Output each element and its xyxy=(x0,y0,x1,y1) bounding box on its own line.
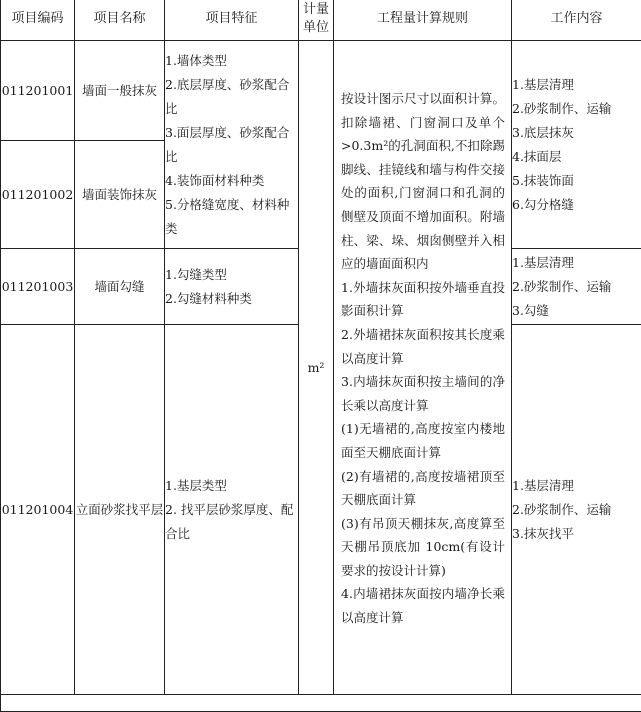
rule-paragraph: (2)有墙裙的,高度按墙裙顶至天棚底面计算 xyxy=(341,465,505,512)
feature-item: 1.墙体类型 xyxy=(165,49,298,73)
work-content xyxy=(512,249,641,325)
work-content xyxy=(512,325,641,695)
work-item: 2.砂浆制作、运输 xyxy=(512,275,641,299)
header-row xyxy=(1,0,641,41)
rule-paragraph: 1.外墙抹灰面积按外墙垂直投影面积计算 xyxy=(341,276,505,323)
feature-item: 5.分格缝宽度、材料种类 xyxy=(165,193,298,241)
header-name: 项目名称 xyxy=(75,0,165,41)
item-name: 墙面一般抹灰 xyxy=(75,41,165,141)
work-content-group xyxy=(512,41,641,249)
work-item: 1.基层清理 xyxy=(512,73,641,97)
work-item: 1.基层清理 xyxy=(512,474,641,498)
header-rule: 工程量计算规则 xyxy=(334,0,512,41)
feature-item: 2. 找平层砂浆厚度、配合比 xyxy=(165,498,298,546)
work-item: 3.勾缝 xyxy=(512,299,641,323)
item-code: 011201003 xyxy=(1,249,75,325)
calculation-rule xyxy=(334,41,512,695)
header-work: 工作内容 xyxy=(512,0,641,41)
item-name: 墙面装饰抹灰 xyxy=(75,141,165,249)
work-item: 2.砂浆制作、运输 xyxy=(512,498,641,522)
rule-paragraph: (3)有吊顶天棚抹灰,高度算至天棚吊顶底加 10cm(有设计要求的按设计计算) xyxy=(341,512,505,583)
rule-paragraph: 按设计图示尺寸以面积计算。扣除墙裙、门窗洞口及单个>0.3m²的孔洞面积,不扣除踢脚线、挂镜线和墙与构件交接处的面积,门窗洞口和孔洞的侧壁及顶面不增加面积。附墙柱、梁、垛、烟囱侧壁并入相应的墙面面积内 xyxy=(341,87,505,276)
table-row xyxy=(1,41,641,141)
item-code: 011201001 xyxy=(1,41,75,141)
unit-cell: m² xyxy=(299,41,334,695)
work-item: 5.抹装饰面 xyxy=(512,169,641,193)
header-unit-line2: 单位 xyxy=(299,19,333,37)
header-code: 项目编码 xyxy=(1,0,75,41)
header-unit xyxy=(299,0,334,41)
item-name: 立面砂浆找平层 xyxy=(75,325,165,695)
work-item: 6.勾分格缝 xyxy=(512,193,641,217)
header-unit-line1: 计量 xyxy=(299,1,333,19)
item-features xyxy=(165,325,299,695)
work-item: 4.抹面层 xyxy=(512,145,641,169)
item-features-group xyxy=(165,41,299,249)
item-name: 墙面勾缝 xyxy=(75,249,165,325)
feature-item: 2.底层厚度、砂浆配合比 xyxy=(165,73,298,121)
item-features xyxy=(165,249,299,325)
item-code: 011201002 xyxy=(1,141,75,249)
table-footer-row xyxy=(1,695,641,712)
work-item: 3.抹灰找平 xyxy=(512,522,641,546)
feature-item: 3.面层厚度、砂浆配合比 xyxy=(165,121,298,169)
header-feature: 项目特征 xyxy=(165,0,299,41)
work-item: 2.砂浆制作、运输 xyxy=(512,97,641,121)
item-code: 011201004 xyxy=(1,325,75,695)
feature-item: 1.基层类型 xyxy=(165,474,298,498)
rule-paragraph: 4.内墙裙抹灰面按内墙净长乘以高度计算 xyxy=(341,582,505,629)
work-item: 1.基层清理 xyxy=(512,251,641,275)
work-item: 3.底层抹灰 xyxy=(512,121,641,145)
rule-paragraph: 2.外墙裙抹灰面积按其长度乘以高度计算 xyxy=(341,323,505,370)
feature-item: 1.勾缝类型 xyxy=(165,263,298,287)
feature-item: 4.装饰面材料种类 xyxy=(165,169,298,193)
table-footer-cell xyxy=(1,695,641,712)
feature-item: 2.勾缝材料种类 xyxy=(165,287,298,311)
rule-paragraph: 3.内墙抹灰面积按主墙间的净长乘以高度计算 xyxy=(341,370,505,417)
rule-paragraph: (1)无墙裙的,高度按室内楼地面至天棚底面计算 xyxy=(341,417,505,464)
